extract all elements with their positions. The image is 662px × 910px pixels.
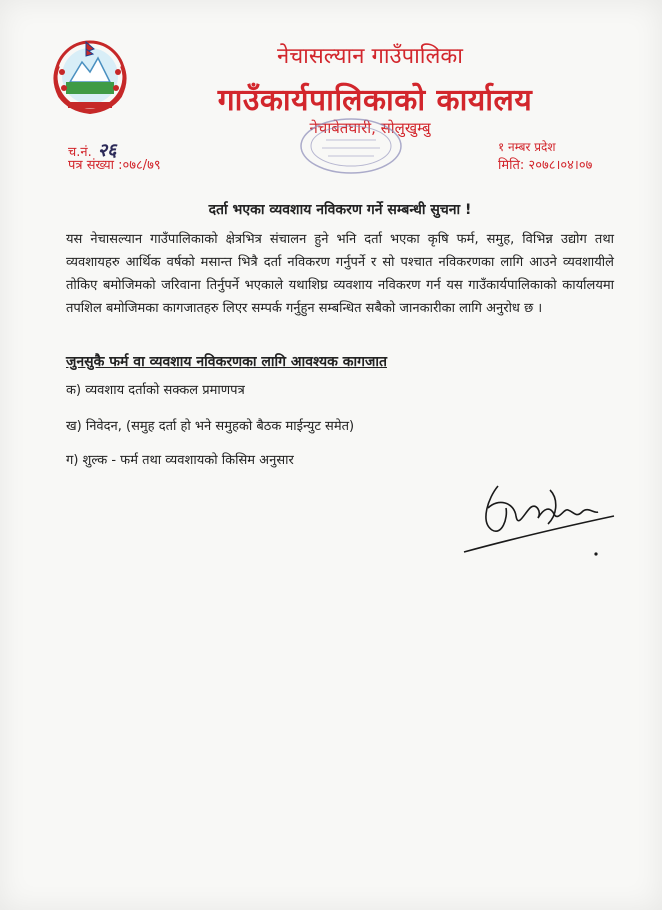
office-name: गाउँकार्यपालिकाको कार्यालय xyxy=(217,83,533,118)
municipality-name: नेचासल्यान गाउँपालिका xyxy=(276,44,463,69)
subject-line: दर्ता भएका व्यवशाय नविकरण गर्ने सम्बन्धी सुचना ! xyxy=(208,202,472,218)
province: १ नम्बर प्रदेश xyxy=(498,140,556,154)
office-address: नेचाबेतघारी, सोलुखुम्बु xyxy=(309,119,431,137)
letter-date: मिति: २०७८।०४।०७ xyxy=(498,158,593,173)
patra-sankhya: पत्र संख्या :०७८/७९ xyxy=(68,158,161,173)
requirement-item: क) व्यवशाय दर्ताको सक्कल प्रमाणपत्र xyxy=(66,383,245,398)
chalani-value: २६ xyxy=(97,140,117,161)
body-paragraph: यस नेचासल्यान गाउँपालिकाको क्षेत्रभित्र संचालन हुने भनि दर्ता भएका कृषि फर्म, समुह, विभिन्न उद्योग तथा व्यवशायहरु आर्थिक वर्षको मसान्त भित्रै दर्ता नविकरण गर्नुपर्ने र सो पश्चात नविकरणका लागि आउने व्यवशायीले तोकिए बमोजिमको जरिवाना तिर्नुपर्ने भएकाले यथाशिघ्र व्यवशाय नविकरण गर्न यस गाउँकार्यपालिकाको कार्यालयमा तपशिल बमोजिमका कागजातहरु लिएर सम्पर्क गर्नुहुन सम्बन्धित सबैको जानकारीका लागि अनुरोध छ । xyxy=(66,232,614,316)
chalani-label: च.नं. xyxy=(68,145,92,160)
requirement-item: ग) शुल्क - फर्म तथा व्यवशायको किसिम अनुसार xyxy=(66,453,294,468)
signature-icon xyxy=(458,478,618,562)
office-stamp-icon xyxy=(296,116,406,178)
requirements-heading: जुनसुकै फर्म वा व्यवशाय नविकरणका लागि आवश्यक कागजात xyxy=(66,354,387,370)
government-emblem-icon xyxy=(44,36,136,116)
requirement-item: ख) निवेदन, (समुह दर्ता हो भने समुहको बैठक माईन्युट समेत) xyxy=(66,419,355,434)
